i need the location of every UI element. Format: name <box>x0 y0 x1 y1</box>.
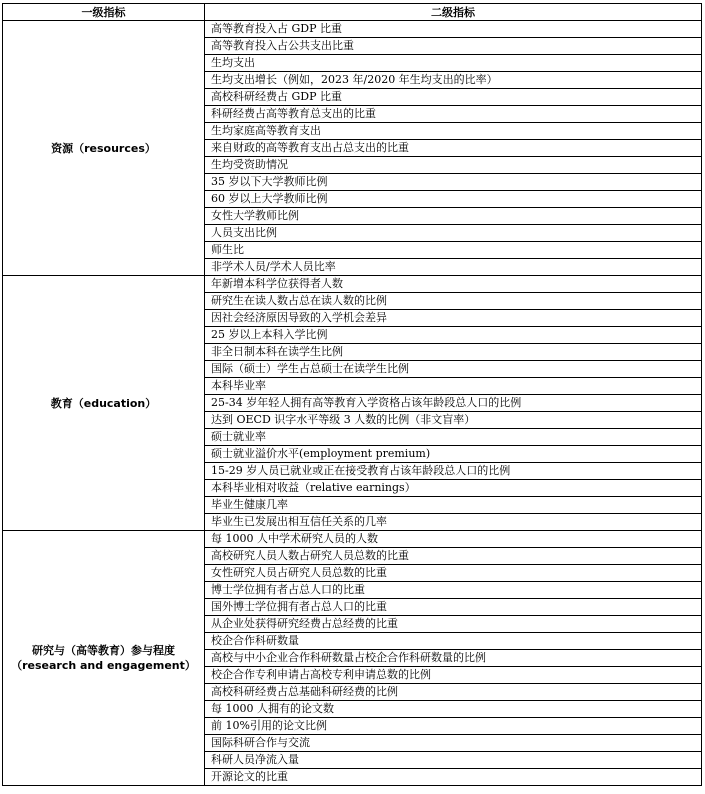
indicator-cell: 开源论文的比重 <box>205 769 702 786</box>
indicator-cell: 25-34 岁年轻人拥有高等教育入学资格占该年龄段总人口的比例 <box>205 395 702 412</box>
indicator-cell: 达到 OECD 识字水平等级 3 人数的比例（非文盲率） <box>205 412 702 429</box>
table-row <box>3 276 702 293</box>
indicator-cell: 前 10%引用的论文比例 <box>205 718 702 735</box>
header-row <box>3 4 702 21</box>
indicator-cell: 60 岁以上大学教师比例 <box>205 191 702 208</box>
indicator-cell: 高校科研经费占 GDP 比重 <box>205 89 702 106</box>
indicator-cell: 高等教育投入占 GDP 比重 <box>205 21 702 38</box>
table-body <box>3 21 702 786</box>
header-level1: 一级指标 <box>3 4 205 21</box>
indicator-cell: 高校科研经费占总基础科研经费的比例 <box>205 684 702 701</box>
indicator-cell: 非全日制本科在读学生比例 <box>205 344 702 361</box>
indicator-cell: 校企合作科研数量 <box>205 633 702 650</box>
indicator-cell: 毕业生已发展出相互信任关系的几率 <box>205 514 702 531</box>
indicator-cell: 科研人员净流入量 <box>205 752 702 769</box>
indicator-cell: 高校研究人员人数占研究人员总数的比重 <box>205 548 702 565</box>
indicator-cell: 每 1000 人中学术研究人员的人数 <box>205 531 702 548</box>
indicator-cell: 15-29 岁人员已就业或正在接受教育占该年龄段总人口的比例 <box>205 463 702 480</box>
category-cell <box>3 276 205 531</box>
category-label: 教育（education） <box>50 396 157 410</box>
table-row <box>3 531 702 548</box>
indicator-cell: 高等教育投入占公共支出比重 <box>205 38 702 55</box>
indicator-table <box>2 3 702 786</box>
indicator-cell: 毕业生健康几率 <box>205 497 702 514</box>
indicator-cell: 人员支出比例 <box>205 225 702 242</box>
indicator-cell: 女性大学教师比例 <box>205 208 702 225</box>
indicator-cell: 生均支出增长（例如，2023 年/2020 年生均支出的比率） <box>205 72 702 89</box>
indicator-cell: 因社会经济原因导致的入学机会差异 <box>205 310 702 327</box>
category-cell <box>3 531 205 786</box>
category-cell <box>3 21 205 276</box>
indicator-cell: 高校与中小企业合作科研数量占校企合作科研数量的比例 <box>205 650 702 667</box>
header-level2: 二级指标 <box>205 4 702 21</box>
category-label: （research and engagement） <box>11 659 196 672</box>
indicator-cell: 生均家庭高等教育支出 <box>205 123 702 140</box>
indicator-cell: 硕士就业溢价水平(employment premium) <box>205 446 702 463</box>
indicator-cell: 校企合作专利申请占高校专利申请总数的比例 <box>205 667 702 684</box>
category-label: 资源（resources） <box>51 141 156 155</box>
indicator-cell: 生均支出 <box>205 55 702 72</box>
indicator-cell: 本科毕业率 <box>205 378 702 395</box>
indicator-cell: 本科毕业相对收益（relative earnings） <box>205 480 702 497</box>
indicator-cell: 师生比 <box>205 242 702 259</box>
indicator-cell: 非学术人员/学术人员比率 <box>205 259 702 276</box>
category-label: 研究与（高等教育）参与程度 <box>32 644 175 657</box>
indicator-cell: 科研经费占高等教育总支出的比重 <box>205 106 702 123</box>
indicator-cell: 35 岁以下大学教师比例 <box>205 174 702 191</box>
indicator-cell: 从企业处获得研究经费占总经费的比重 <box>205 616 702 633</box>
indicator-cell: 来自财政的高等教育支出占总支出的比重 <box>205 140 702 157</box>
table-row <box>3 21 702 38</box>
indicator-cell: 女性研究人员占研究人员总数的比重 <box>205 565 702 582</box>
indicator-cell: 国际科研合作与交流 <box>205 735 702 752</box>
indicator-cell: 国际（硕士）学生占总硕士在读学生比例 <box>205 361 702 378</box>
indicator-cell: 研究生在读人数占总在读人数的比例 <box>205 293 702 310</box>
indicator-cell: 25 岁以上本科入学比例 <box>205 327 702 344</box>
indicator-cell: 博士学位拥有者占总人口的比重 <box>205 582 702 599</box>
indicator-cell: 生均受资助情况 <box>205 157 702 174</box>
indicator-cell: 国外博士学位拥有者占总人口的比重 <box>205 599 702 616</box>
indicator-cell: 每 1000 人拥有的论文数 <box>205 701 702 718</box>
indicator-cell: 年新增本科学位获得者人数 <box>205 276 702 293</box>
indicator-cell: 硕士就业率 <box>205 429 702 446</box>
